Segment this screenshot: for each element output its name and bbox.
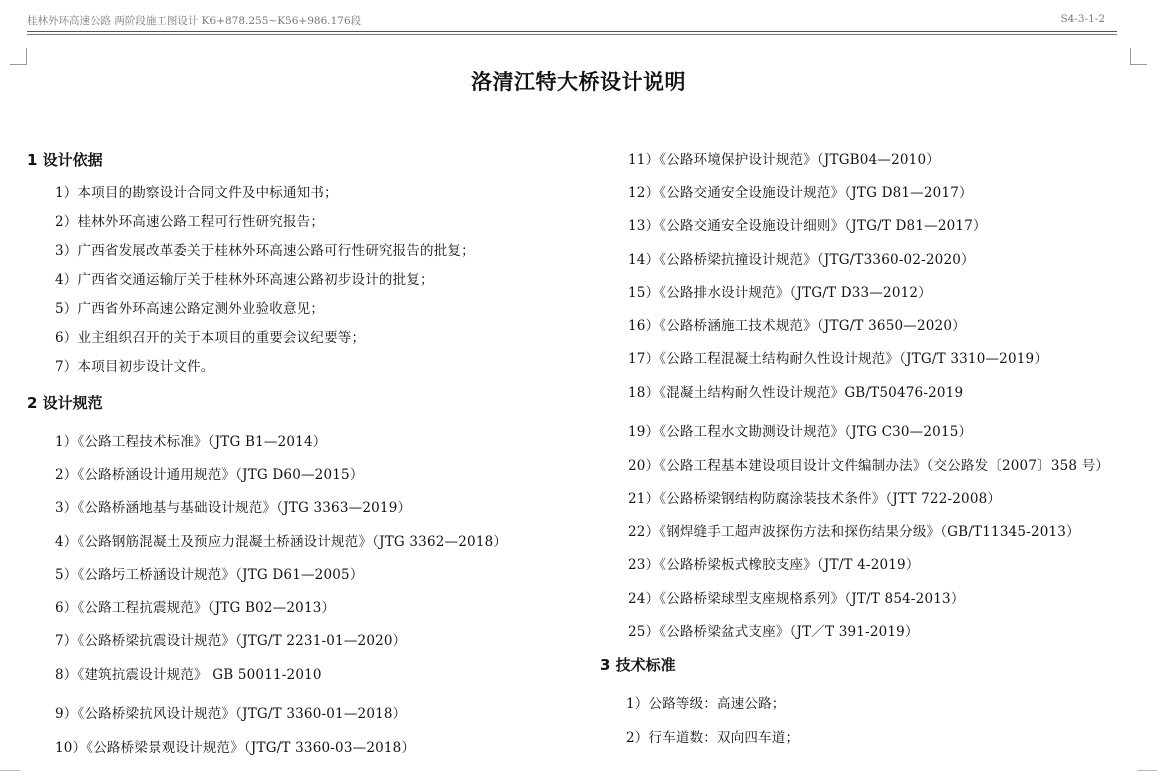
list-item: 4）《公路钢筋混凝土及预应力混凝土桥涵设计规范》（JTG 3362—2018）: [55, 534, 508, 550]
list-item: 6）《公路工程抗震规范》（JTG B02—2013）: [55, 600, 336, 616]
list-item: 14）《公路桥梁抗撞设计规范》（JTG/T3360-02-2020）: [628, 252, 975, 268]
list-item: 22）《钢焊缝手工超声波探伤方法和探伤结果分级》（GB/T11345-2013）: [628, 524, 1080, 540]
list-item: 8）《建筑抗震设计规范》 GB 50011-2010: [55, 667, 322, 683]
list-item: 1）本项目的勘察设计合同文件及中标通知书；: [55, 185, 338, 201]
list-item: 2）《公路桥涵设计通用规范》（JTG D60—2015）: [55, 467, 364, 483]
document-title: 洛清江特大桥设计说明: [471, 70, 686, 94]
list-item: 13）《公路交通安全设施设计细则》（JTG/T D81—2017）: [628, 218, 987, 234]
list-item: 15）《公路排水设计规范》（JTG/T D33—2012）: [628, 285, 932, 301]
header-rule-thin: [27, 34, 1117, 35]
list-item: 21）《公路桥梁钢结构防腐涂装技术条件》（JTT 722-2008）: [628, 491, 1002, 507]
list-item: 1）《公路工程技术标准》（JTG B1—2014）: [55, 434, 327, 450]
list-item: 4）广西省交通运输厅关于桂林外环高速公路初步设计的批复；: [55, 272, 434, 288]
list-item: 7）《公路桥梁抗震设计规范》（JTG/T 2231-01—2020）: [55, 633, 407, 649]
list-item: 25）《公路桥梁盆式支座》（JT／T 391-2019）: [628, 624, 919, 640]
list-item: 11）《公路环境保护设计规范》（JTGB04—2010）: [628, 152, 940, 168]
list-item: 18）《混凝土结构耐久性设计规范》GB/T50476-2019: [628, 385, 964, 401]
page-header-left: 桂林外环高速公路 两阶段施工图设计 K6+878.255~K56+986.176段: [27, 15, 362, 27]
section-heading-design-basis: 1 设计依据: [27, 151, 103, 169]
list-item: 1）公路等级：高速公路；: [626, 696, 786, 712]
crop-mark-top-right: [1130, 48, 1147, 65]
crop-mark-bottom-right: [1137, 770, 1157, 771]
page-header-right: S4-3-1-2: [1060, 13, 1105, 25]
crop-mark-bottom-left: [0, 770, 20, 771]
list-item: 5）广西省外环高速公路定测外业验收意见；: [55, 301, 325, 317]
list-item: 19）《公路工程水文勘测设计规范》（JTG C30—2015）: [628, 424, 973, 440]
list-item: 17）《公路工程混凝土结构耐久性设计规范》（JTG/T 3310—2019）: [628, 351, 1049, 367]
section-heading-technical-standards: 3 技术标准: [600, 656, 676, 674]
list-item: 3）广西省发展改革委关于桂林外环高速公路可行性研究报告的批复；: [55, 243, 475, 259]
list-item: 20）《公路工程基本建设项目设计文件编制办法》（交公路发〔2007〕358 号）: [628, 458, 1110, 474]
list-item: 23）《公路桥梁板式橡胶支座》（JT/T 4-2019）: [628, 557, 920, 573]
list-item: 6）业主组织召开的关于本项目的重要会议纪要等；: [55, 330, 366, 346]
section-heading-design-codes: 2 设计规范: [27, 394, 103, 412]
list-item: 2）行车道数：双向四车道；: [626, 730, 800, 746]
list-item: 3）《公路桥涵地基与基础设计规范》（JTG 3363—2019）: [55, 500, 412, 516]
crop-mark-top-left: [10, 48, 27, 65]
list-item: 24）《公路桥梁球型支座规格系列》（JT/T 854-2013）: [628, 591, 965, 607]
list-item: 5）《公路圬工桥涵设计规范》（JTG D61—2005）: [55, 567, 364, 583]
list-item: 10）《公路桥梁景观设计规范》（JTG/T 3360-03—2018）: [55, 740, 416, 756]
list-item: 7）本项目初步设计文件。: [55, 359, 215, 375]
header-rule-thick: [27, 31, 1117, 32]
list-item: 12）《公路交通安全设施设计规范》（JTG D81—2017）: [628, 185, 973, 201]
list-item: 16）《公路桥涵施工技术规范》（JTG/T 3650—2020）: [628, 318, 966, 334]
list-item: 2）桂林外环高速公路工程可行性研究报告；: [55, 214, 325, 230]
list-item: 9）《公路桥梁抗风设计规范》（JTG/T 3360-01—2018）: [55, 706, 407, 722]
